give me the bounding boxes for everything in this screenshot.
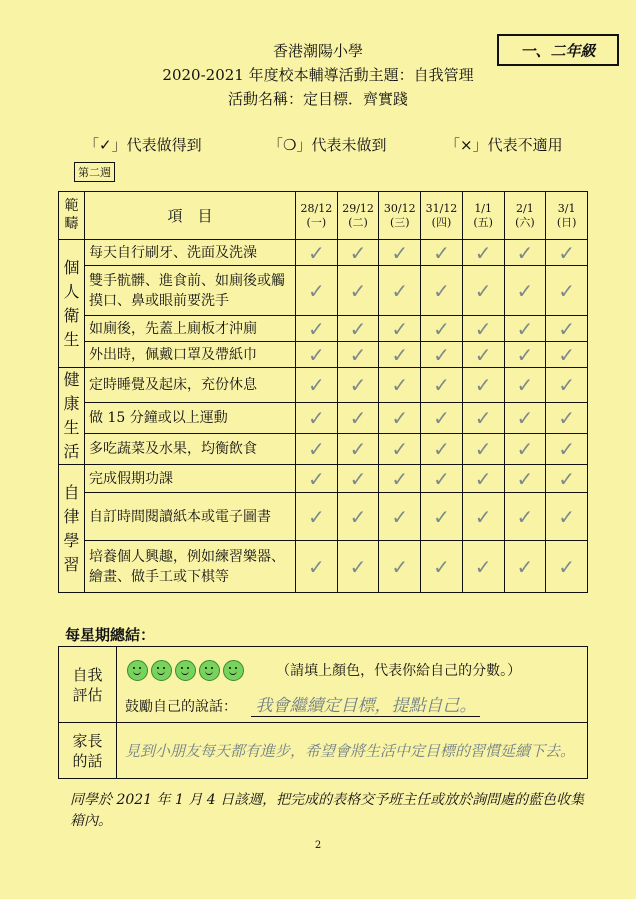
check-cell[interactable]: ✓	[421, 368, 463, 403]
check-cell[interactable]: ✓	[504, 465, 546, 493]
date-header: 28/12 (一)	[296, 192, 338, 240]
self-eval-label: 自我評估	[59, 647, 117, 723]
legend-not-done: 「❍」代表未做到	[268, 136, 387, 154]
item-header: 項 目	[85, 192, 296, 240]
check-cell[interactable]: ✓	[462, 465, 504, 493]
parent-text: 見到小朋友每天都有進步，希望會將生活中定目標的習慣延續下去。	[125, 742, 576, 760]
task-item: 雙手骯髒、進食前、如廁後或觸摸口、鼻或眼前要洗手	[85, 266, 296, 316]
check-cell[interactable]: ✓	[296, 240, 338, 266]
check-cell[interactable]: ✓	[462, 316, 504, 342]
check-cell[interactable]: ✓	[296, 465, 338, 493]
date-header: 1/1 (五)	[462, 192, 504, 240]
check-cell[interactable]: ✓	[504, 541, 546, 593]
check-cell[interactable]: ✓	[296, 493, 338, 541]
check-cell[interactable]: ✓	[421, 465, 463, 493]
check-cell[interactable]: ✓	[296, 266, 338, 316]
category-cell: 自律學習	[59, 465, 85, 593]
check-cell[interactable]: ✓	[462, 493, 504, 541]
check-cell[interactable]: ✓	[504, 403, 546, 434]
check-cell[interactable]: ✓	[379, 403, 421, 434]
check-cell[interactable]: ✓	[296, 541, 338, 593]
check-cell[interactable]: ✓	[337, 434, 379, 465]
check-cell[interactable]: ✓	[462, 403, 504, 434]
summary-title: 每星期總結：	[65, 626, 156, 644]
parent-label: 家長的話	[59, 723, 117, 779]
check-cell[interactable]: ✓	[546, 240, 588, 266]
date-header: 29/12 (二)	[337, 192, 379, 240]
check-cell[interactable]: ✓	[379, 342, 421, 368]
task-item: 培養個人興趣，例如練習樂器、繪畫、做手工或下棋等	[85, 541, 296, 593]
check-cell[interactable]: ✓	[546, 465, 588, 493]
check-cell[interactable]: ✓	[504, 342, 546, 368]
task-item: 定時睡覺及起床，充份休息	[85, 368, 296, 403]
check-cell[interactable]: ✓	[337, 493, 379, 541]
submission-note: 同學於 2021 年 1 月 4 日該週，把完成的表格交予班主任或放於詢問處的藍色收集箱內。	[70, 792, 585, 829]
check-cell[interactable]: ✓	[462, 434, 504, 465]
check-cell[interactable]: ✓	[296, 342, 338, 368]
check-cell[interactable]: ✓	[421, 266, 463, 316]
date-header: 2/1 (六)	[504, 192, 546, 240]
check-cell[interactable]: ✓	[337, 368, 379, 403]
check-cell[interactable]: ✓	[462, 541, 504, 593]
task-item: 如廁後，先蓋上廁板才沖廁	[85, 316, 296, 342]
week-label: 第二週	[74, 162, 115, 182]
check-cell[interactable]: ✓	[421, 541, 463, 593]
legend-na: 「×」代表不適用	[445, 136, 563, 154]
self-eval-cell	[117, 647, 588, 723]
check-cell[interactable]: ✓	[546, 434, 588, 465]
task-item: 自訂時間閱讀紙本或電子圖書	[85, 493, 296, 541]
check-cell[interactable]: ✓	[462, 266, 504, 316]
checklist-table	[58, 191, 588, 593]
encourage-label: 鼓勵自己的說話：	[125, 698, 237, 715]
check-cell[interactable]: ✓	[462, 368, 504, 403]
check-cell[interactable]: ✓	[337, 266, 379, 316]
check-cell[interactable]: ✓	[421, 342, 463, 368]
check-cell[interactable]: ✓	[337, 541, 379, 593]
smiley-face-icon[interactable]	[175, 660, 196, 681]
check-cell[interactable]: ✓	[504, 368, 546, 403]
task-item: 做 15 分鐘或以上運動	[85, 403, 296, 434]
page-number: 2	[314, 840, 322, 851]
check-cell[interactable]: ✓	[504, 240, 546, 266]
check-cell[interactable]: ✓	[379, 316, 421, 342]
check-cell[interactable]: ✓	[296, 368, 338, 403]
check-cell[interactable]: ✓	[462, 240, 504, 266]
check-cell[interactable]: ✓	[421, 493, 463, 541]
category-cell: 個人衛生	[59, 240, 85, 368]
smiley-note: （請填上顏色，代表你給自己的分數。）	[276, 662, 522, 679]
check-cell[interactable]: ✓	[546, 403, 588, 434]
check-cell[interactable]: ✓	[296, 434, 338, 465]
check-cell[interactable]: ✓	[379, 368, 421, 403]
check-cell[interactable]: ✓	[546, 342, 588, 368]
activity-name: 活動名稱：定目標．齊實踐	[227, 90, 408, 108]
check-cell[interactable]: ✓	[379, 266, 421, 316]
check-cell[interactable]: ✓	[504, 266, 546, 316]
check-cell[interactable]: ✓	[379, 493, 421, 541]
parent-cell	[117, 723, 588, 779]
task-item: 多吃蔬菜及水果，均衡飲食	[85, 434, 296, 465]
category-header: 範疇	[59, 192, 85, 240]
theme-title: 2020-2021 年度校本輔導活動主題：自我管理	[162, 66, 474, 84]
check-cell[interactable]: ✓	[379, 541, 421, 593]
date-header: 30/12 (三)	[379, 192, 421, 240]
check-cell[interactable]: ✓	[296, 403, 338, 434]
check-cell[interactable]: ✓	[421, 403, 463, 434]
check-cell[interactable]: ✓	[379, 240, 421, 266]
school-name: 香港潮陽小學	[272, 42, 363, 60]
check-cell[interactable]: ✓	[379, 465, 421, 493]
date-header: 31/12 (四)	[421, 192, 463, 240]
check-cell[interactable]: ✓	[421, 434, 463, 465]
check-cell[interactable]: ✓	[462, 342, 504, 368]
check-cell[interactable]: ✓	[504, 316, 546, 342]
check-cell[interactable]: ✓	[337, 465, 379, 493]
check-cell[interactable]: ✓	[337, 342, 379, 368]
grade-label: 一、二年級	[520, 41, 596, 60]
category-cell: 健康生活	[59, 368, 85, 465]
legend-done: 「✓」代表做得到	[84, 136, 202, 154]
check-cell[interactable]: ✓	[546, 316, 588, 342]
check-cell[interactable]: ✓	[504, 434, 546, 465]
smiley-face-icon[interactable]	[199, 660, 220, 681]
check-cell[interactable]: ✓	[379, 434, 421, 465]
check-cell[interactable]: ✓	[546, 266, 588, 316]
task-item: 完成假期功課	[85, 465, 296, 493]
check-cell[interactable]: ✓	[546, 368, 588, 403]
smiley-face-icon[interactable]	[223, 660, 244, 681]
check-cell[interactable]: ✓	[546, 541, 588, 593]
smiley-face-icon[interactable]	[127, 660, 148, 681]
encourage-text: 我會繼續定目標，提點自己。	[251, 696, 480, 717]
check-cell[interactable]: ✓	[337, 240, 379, 266]
task-item: 外出時，佩戴口罩及帶紙巾	[85, 342, 296, 368]
date-header: 3/1 (日)	[546, 192, 588, 240]
check-cell[interactable]: ✓	[421, 316, 463, 342]
summary-table	[58, 646, 588, 779]
smiley-rating[interactable]	[127, 660, 247, 679]
check-cell[interactable]: ✓	[504, 493, 546, 541]
check-cell[interactable]: ✓	[337, 316, 379, 342]
smiley-face-icon[interactable]	[151, 660, 172, 681]
check-cell[interactable]: ✓	[337, 403, 379, 434]
task-item: 每天自行刷牙、洗面及洗澡	[85, 240, 296, 266]
check-cell[interactable]: ✓	[546, 493, 588, 541]
check-cell[interactable]: ✓	[421, 240, 463, 266]
check-cell[interactable]: ✓	[296, 316, 338, 342]
